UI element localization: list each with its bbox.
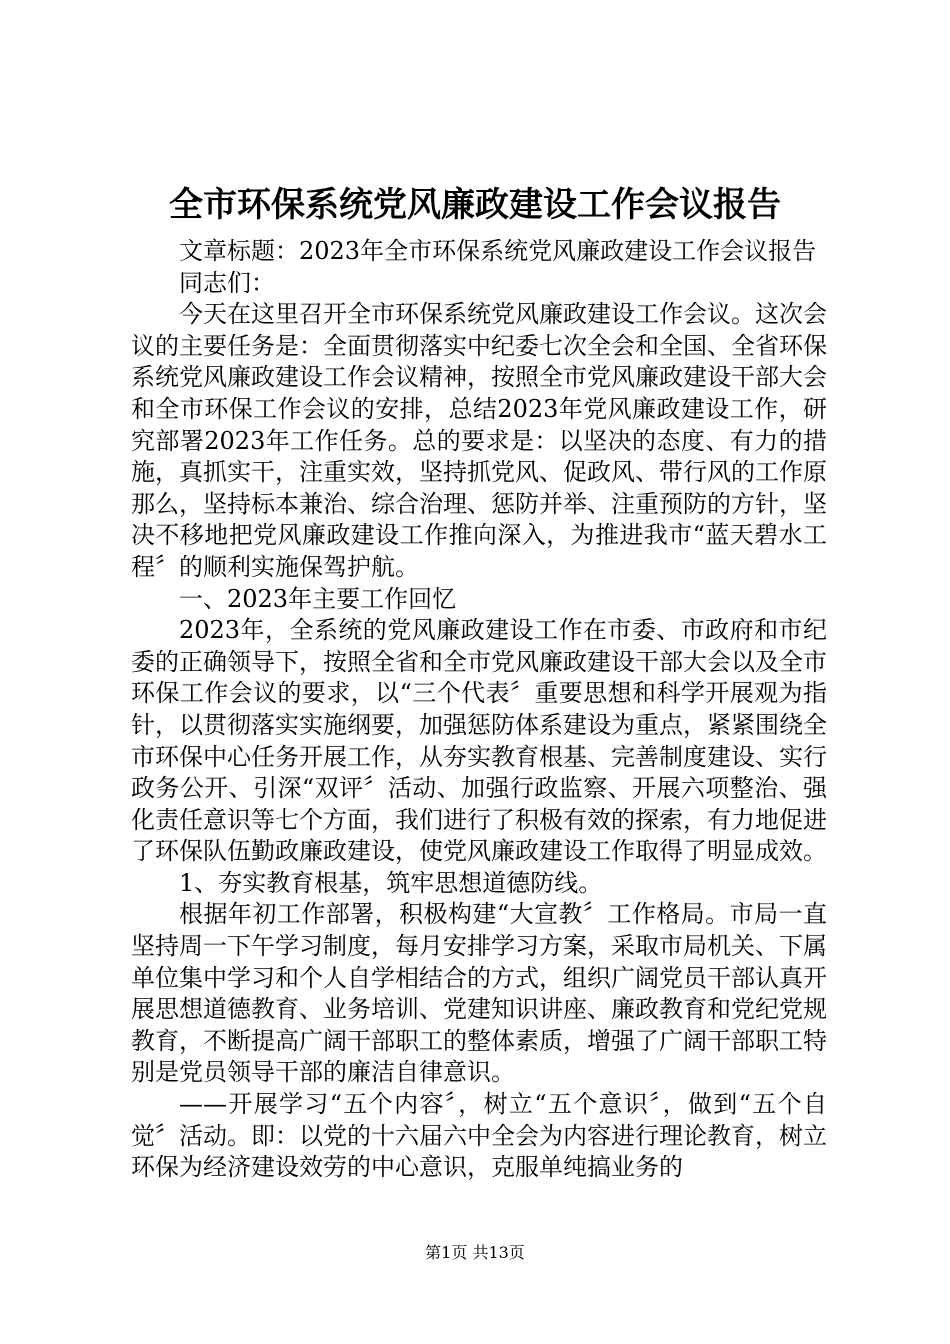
salutation: 同志们： — [179, 268, 275, 297]
article-title-line: 文章标题：2023年全市环保系统党风廉政建设工作会议报告 — [179, 237, 817, 265]
paragraph: 2023年，全系统的党风廉政建设工作在市委、市政府和市纪委的正确领导下，按照全省和全市党风廉政建设干部大会以及全市环保工作会议的要求，以“三个代表〞重要思想和科学开展观为指针，以贯彻落实实施纲要，加强惩防体系建设为重点，紧紧围绕全市环保中心任务开展工作，从夯实教育根基、完善制度建设、实行政务公开、引深“双评〞活动、加强行政监察、开展六项整治、强化责任意识等七个方面，我们进行了积极有效的探索，有力地促进了环保队伍勤政廉政建设，使党风廉政建设工作取得了明显成效。 — [131, 616, 827, 866]
document-title: 全市环保系统党风廉政建设工作会议报告 — [169, 185, 781, 225]
subsection-heading: 1、夯实教育根基，筑牢思想道德防线。 — [179, 868, 603, 897]
paragraph: 根据年初工作部署，积极构建“大宣教〞工作格局。市局一直坚持周一下午学习制度，每月安排学习方案，采取市局机关、下属单位集中学习和个人自学相结合的方式，组织广阔党员干部认真开展思想道德教育、业务培训、党建知识讲座、廉政教育和党纪党规教育，不断提高广阔干部职工的整体素质，增强了广阔干部职工特别是党员领导干部的廉洁自律意识。 — [131, 900, 827, 1087]
document-body — [131, 236, 827, 1184]
page-footer: 第1页 共13页 — [425, 1243, 525, 1262]
paragraph: ——开展学习“五个内容〞，树立“五个意识〞，做到“五个自觉〞活动。即：以党的十六届六中全会为内容进行理论教育，树立环保为经济建设效劳的中心意识，克服单纯搞业务的 — [131, 1090, 827, 1182]
section-heading: 一、2023年主要工作回忆 — [179, 584, 457, 613]
paragraph: 今天在这里召开全市环保系统党风廉政建设工作会议。这次会议的主要任务是：全面贯彻落实中纪委七次全会和全国、全省环保系统党风廉政建设工作会议精神，按照全市党风廉政建设干部大会和全市环保工作会议的安排，总结2023年党风廉政建设工作，研究部署2023年工作任务。总的要求是：以坚决的态度、有力的措施，真抓实干，注重实效，坚持抓党风、促政风、带行风的工作原那么，坚持标本兼治、综合治理、惩防并举、注重预防的方针，坚决不移地把党风廉政建设工作推向深入，为推进我市“蓝天碧水工程〞的顺利实施保驾护航。 — [131, 300, 827, 581]
